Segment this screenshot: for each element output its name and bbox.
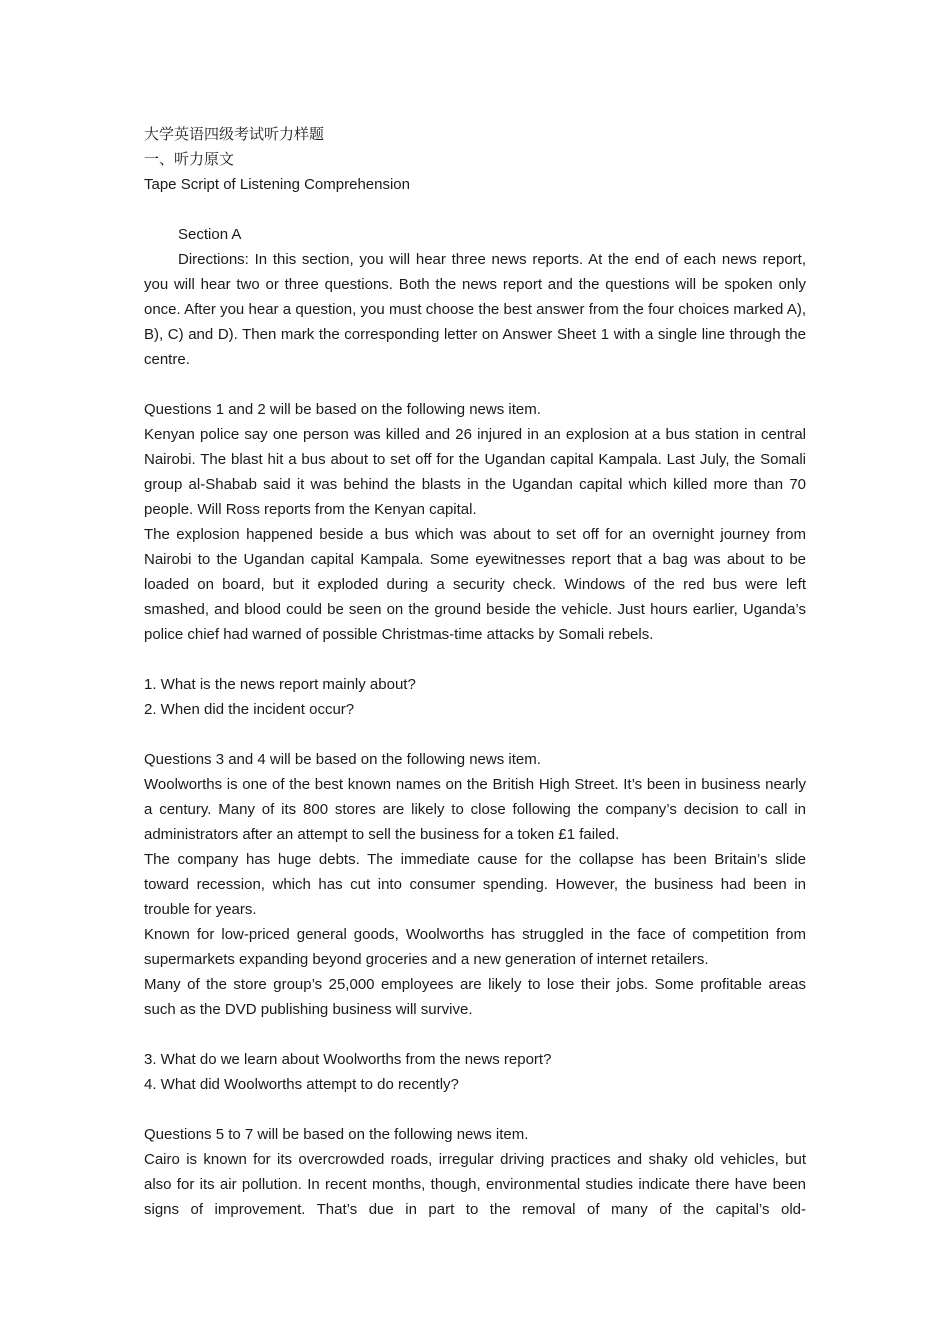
- question-3: 3. What do we learn about Woolworths from the news report?: [144, 1051, 552, 1068]
- spacer: [144, 197, 806, 222]
- news-item-2-paragraph-1: Woolworths is one of the best known names on the British High Street. It’s been in business nearly a century. Many of its 800 stores are likely to close following the company’s decision to call in administrators after an attempt to sell the business for a token £1 failed.: [144, 776, 806, 843]
- document-title: 大学英语四级考试听力样题: [144, 125, 325, 143]
- part-heading-en: Tape Script of Listening Comprehension: [144, 176, 410, 193]
- question-2: 2. When did the incident occur?: [144, 701, 355, 718]
- spacer: [144, 1097, 806, 1122]
- section-heading: Section A: [178, 226, 242, 243]
- news-item-2-paragraph-4: Many of the store group’s 25,000 employees are likely to lose their jobs. Some profitable areas such as the DVD publishing business will survive.: [144, 976, 806, 1018]
- news-item-3-paragraph-1: Cairo is known for its overcrowded roads, irregular driving practices and shaky old vehicles, but also for its air pollution. In recent months, though, environmental studies indicate there have been signs of improvement. That’s due in part to the removal of many of the capital’s old-: [144, 1151, 806, 1218]
- news-item-2-intro: Questions 3 and 4 will be based on the following news item.: [144, 751, 541, 768]
- news-item-1-paragraph-2: The explosion happened beside a bus which was about to set off for an overnight journey from Nairobi to the Ugandan capital Kampala. Some eyewitnesses report that a bag was about to be loaded on board, but it exploded during a security check. Windows of the red bus were left smashed, and blood could be seen on the ground beside the vehicle. Just hours earlier, Uganda’s police chief had warned of possible Christmas-time attacks by Somali rebels.: [144, 526, 806, 643]
- part-heading-cn: 一、听力原文: [144, 150, 235, 168]
- question-4: 4. What did Woolworths attempt to do recently?: [144, 1076, 459, 1093]
- spacer: [144, 372, 806, 397]
- news-item-1-intro: Questions 1 and 2 will be based on the following news item.: [144, 401, 541, 418]
- news-item-2-paragraph-3: Known for low-priced general goods, Woolworths has struggled in the face of competition from supermarkets expanding beyond groceries and a new generation of internet retailers.: [144, 926, 806, 968]
- spacer: [144, 1022, 806, 1047]
- document-page: [144, 122, 806, 1222]
- news-item-3-intro: Questions 5 to 7 will be based on the following news item.: [144, 1126, 529, 1143]
- news-item-2-paragraph-2: The company has huge debts. The immediate cause for the collapse has been Britain’s slide toward recession, which has cut into consumer spending. However, the business had been in trouble for years.: [144, 851, 806, 918]
- question-1: 1. What is the news report mainly about?: [144, 676, 416, 693]
- spacer: [144, 722, 806, 747]
- news-item-1-paragraph-1: Kenyan police say one person was killed and 26 injured in an explosion at a bus station in central Nairobi. The blast hit a bus about to set off for the Ugandan capital Kampala. Last July, the Somali group al-Shabab said it was behind the blasts in the Ugandan capital which killed more than 70 people. Will Ross reports from the Kenyan capital.: [144, 426, 806, 518]
- spacer: [144, 647, 806, 672]
- directions-paragraph: Directions: In this section, you will hear three news reports. At the end of each news report, you will hear two or three questions. Both the news report and the questions will be spoken only once. After you hear a question, you must choose the best answer from the four choices marked A), B), C) and D). Then mark the corresponding letter on Answer Sheet 1 with a single line through the centre.: [144, 251, 806, 368]
